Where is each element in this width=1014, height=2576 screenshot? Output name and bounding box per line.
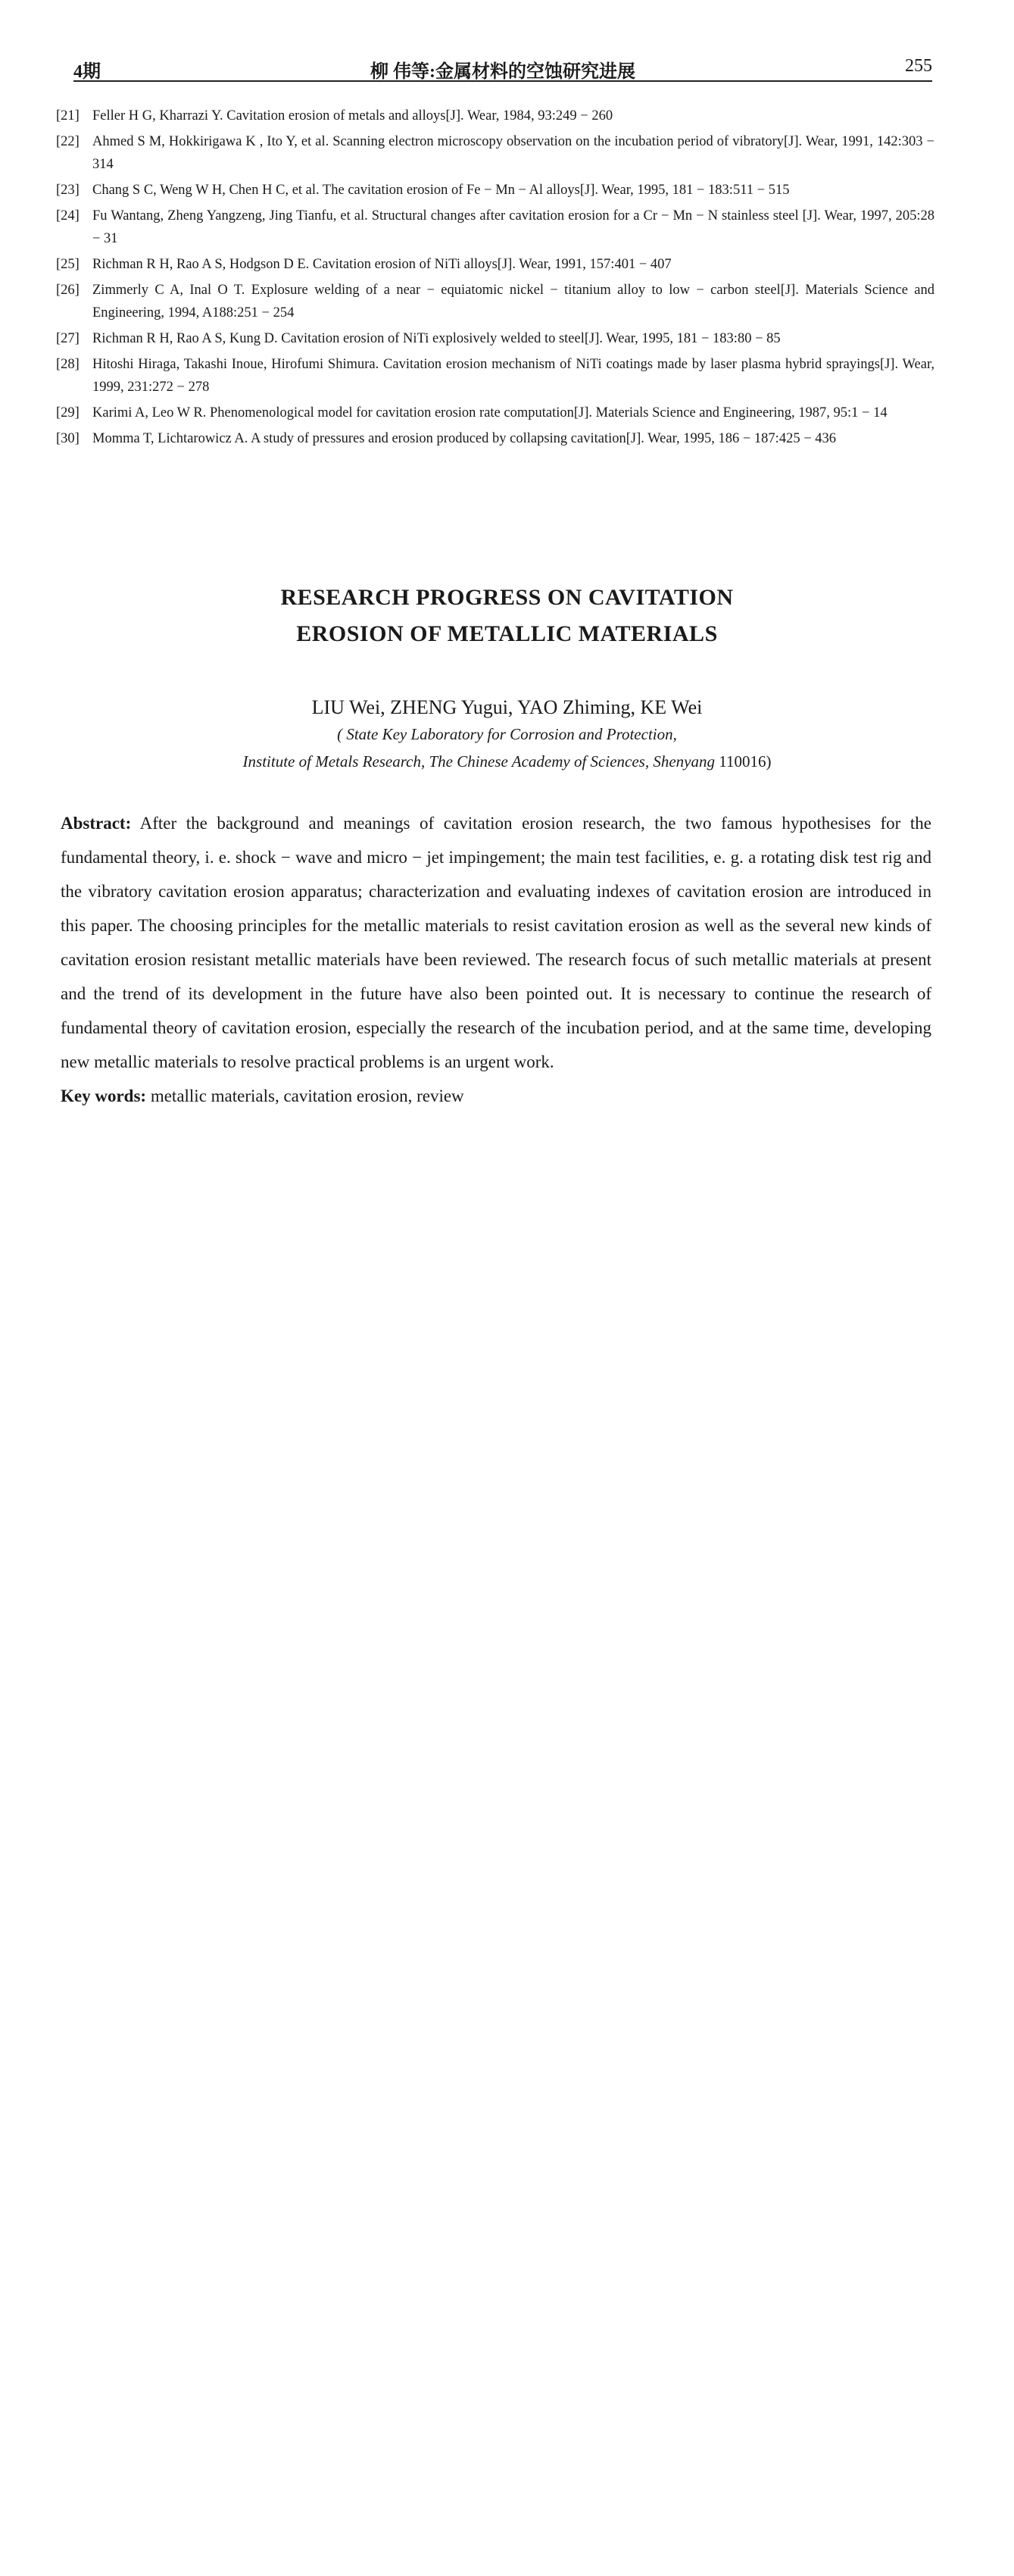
author-list: LIU Wei, ZHENG Yugui, YAO Zhiming, KE Wei <box>311 696 703 718</box>
keywords-paragraph <box>61 1079 931 1113</box>
title-line-1: RESEARCH PROGRESS ON CAVITATION <box>280 585 734 610</box>
reference-number: [23] <box>56 183 80 198</box>
title-line-2: EROSION OF METALLIC MATERIALS <box>296 621 718 646</box>
reference-text: Momma T, Lichtarowicz A. A study of pressures and erosion produced by collapsing cavitation[J]. Wear, 1995, 186 − 187:425 − 436 <box>92 431 836 446</box>
reference-list <box>56 105 934 453</box>
affiliation-postcode: 110016) <box>719 752 772 771</box>
reference-item <box>56 253 934 276</box>
reference-text: Richman R H, Rao A S, Hodgson D E. Cavitation erosion of NiTi alloys[J]. Wear, 1991, 157:401 − 407 <box>92 257 672 272</box>
reference-item <box>56 130 934 176</box>
running-title: 柳 伟等:金属材料的空蚀研究进展 <box>370 62 635 82</box>
reference-item <box>56 427 934 450</box>
reference-text: Richman R H, Rao A S, Kung D. Cavitation erosion of NiTi explosively welded to steel[J]. Wear, 1995, 181 − 183:80 − 85 <box>92 331 781 346</box>
reference-number: [26] <box>56 283 80 298</box>
abstract-section <box>61 806 931 1113</box>
reference-text: Ahmed S M, Hokkirigawa K , Ito Y, et al. Scanning electron microscopy observation on the incubation period of vibratory[J]. Wear, 1991, 142:303 − 314 <box>92 134 934 172</box>
page-number: 255 <box>905 56 932 76</box>
reference-number: [30] <box>56 431 80 446</box>
reference-text: Hitoshi Hiraga, Takashi Inoue, Hirofumi Shimura. Cavitation erosion mechanism of NiTi coatings made by laser plasma hybrid sprayings[J]. Wear, 1999, 231:272 − 278 <box>92 357 934 395</box>
affiliation-institute: Institute of Metals Research, The Chinese Academy of Sciences, Shenyang <box>242 752 715 771</box>
reference-number: [24] <box>56 208 80 224</box>
abstract-text: After the background and meanings of cavitation erosion research, the two famous hypothesises for the fundamental theory, i. e. shock − wave and micro − jet impingement; the main test facilities, e. g. a rotating disk test rig and the vibratory cavitation erosion apparatus; characterization and evaluating indexes of cavitation erosion are introduced in this paper. The choosing principles for the metallic materials to resist cavitation erosion as well as the several new kinds of cavitation erosion resistant metallic materials have been reviewed. The research focus of such metallic materials at present and the trend of its development in the future have also been pointed out. It is necessary to continue the research of fundamental theory of cavitation erosion, especially the research of the incubation period, and at the same time, developing new metallic materials to resolve practical problems is an urgent work. <box>61 814 931 1071</box>
reference-number: [21] <box>56 108 80 123</box>
reference-text: Chang S C, Weng W H, Chen H C, et al. The cavitation erosion of Fe − Mn − Al alloys[J]. Wear, 1995, 181 − 183:511 − 515 <box>92 183 790 198</box>
reference-number: [28] <box>56 357 80 372</box>
reference-number: [27] <box>56 331 80 346</box>
reference-item <box>56 205 934 250</box>
running-header <box>73 50 932 82</box>
affiliation-line-1: ( State Key Laboratory for Corrosion and Protection, <box>337 725 677 743</box>
reference-text: Feller H G, Kharrazi Y. Cavitation erosion of metals and alloys[J]. Wear, 1984, 93:249 − 260 <box>92 108 613 123</box>
reference-number: [22] <box>56 134 80 149</box>
reference-number: [29] <box>56 405 80 420</box>
reference-item <box>56 179 934 202</box>
affiliation-line-2 <box>0 748 1014 775</box>
reference-item <box>56 402 934 424</box>
english-title-block <box>0 580 1014 775</box>
reference-text: Karimi A, Leo W R. Phenomenological model for cavitation erosion rate computation[J]. Materials Science and Engineering, 1987, 95:1 − 14 <box>92 405 888 420</box>
paper-title <box>0 580 1014 652</box>
issue-number: 4期 <box>73 62 101 82</box>
reference-number: [25] <box>56 257 80 272</box>
keywords-label: Key words: <box>61 1086 147 1105</box>
reference-item <box>56 279 934 324</box>
reference-item <box>56 353 934 399</box>
reference-text: Zimmerly C A, Inal O T. Explosure welding of a near − equiatomic nickel − titanium alloy to low − carbon steel[J]. Materials Science and Engineering, 1994, A188:251 − 254 <box>92 283 934 320</box>
reference-text: Fu Wantang, Zheng Yangzeng, Jing Tianfu, et al. Structural changes after cavitation erosion for a Cr − Mn − N stainless steel [J]. Wear, 1997, 205:28 − 31 <box>92 208 934 246</box>
reference-item <box>56 105 934 127</box>
keywords-text: metallic materials, cavitation erosion, review <box>150 1086 464 1105</box>
abstract-label: Abstract: <box>61 814 132 833</box>
reference-item <box>56 327 934 350</box>
abstract-paragraph <box>61 806 931 1079</box>
